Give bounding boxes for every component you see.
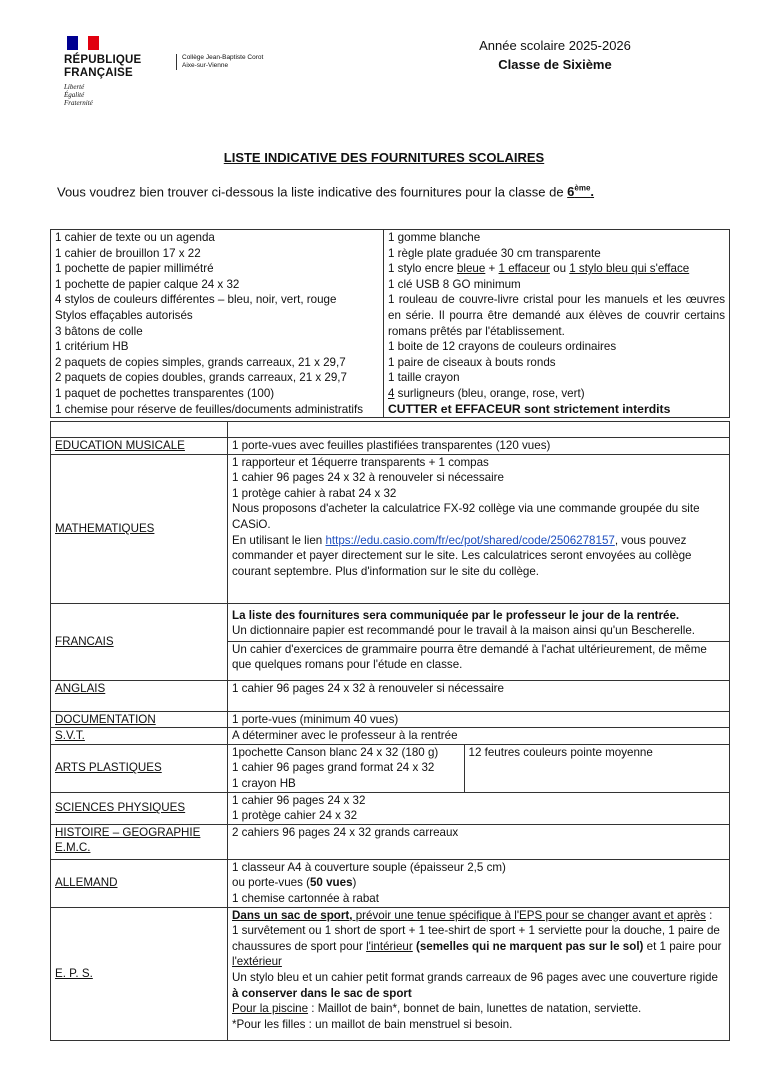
maths-item: 1 rapporteur et 1équerre transparents + 1 compas xyxy=(232,455,489,469)
pen-blue: bleue xyxy=(456,262,486,276)
francais-announcement: La liste des fournitures sera communiquée par le professeur le jour de la rentrée. xyxy=(232,608,680,622)
table-row xyxy=(51,454,730,603)
eps-clothing-list: 1 survêtement ou 1 short de sport + 1 tee-shirt de sport + 1 serviette pour la douche, 1 paire de chaussures de sport pour xyxy=(232,924,720,953)
table-row xyxy=(51,680,730,711)
subject-supplies-anglais: 1 cahier 96 pages 24 x 32 à renouveler si nécessaire xyxy=(228,680,730,711)
physique-item: 1 protège cahier 24 x 32 xyxy=(232,809,358,823)
general-supplies-left xyxy=(51,230,384,418)
maths-item: 1 protège cahier à rabat 24 x 32 xyxy=(232,486,397,500)
supply-item: 1 règle plate graduée 30 cm transparente xyxy=(388,246,601,260)
document-title: LISTE INDICATIVE DES FOURNITURES SCOLAIRES xyxy=(223,150,545,165)
eps-notebook xyxy=(232,970,725,1001)
college-line-2: Aixe-sur-Vienne xyxy=(182,62,229,69)
casio-link[interactable]: https://edu.casio.com/fr/ec/pot/shared/code/2506278157 xyxy=(325,533,615,547)
allemand-or: ou porte-vues ( xyxy=(232,876,310,890)
arts-inner-table xyxy=(228,745,729,792)
republique-francaise-logo xyxy=(64,36,141,107)
intro-sentence: Vous voudrez bien trouver ci-dessous la liste indicative des fournitures pour la classe de xyxy=(57,184,568,200)
supply-item: Stylos effaçables autorisés xyxy=(55,308,193,322)
subject-supplies-arts xyxy=(228,744,730,792)
supply-item: 1 critérium HB xyxy=(55,340,129,354)
arts-item: 1pochette Canson blanc 24 x 32 (180 g) xyxy=(232,745,439,759)
table-row xyxy=(51,711,730,728)
supply-item-pen xyxy=(388,261,725,277)
subject-name-eps: E. P. S. xyxy=(51,907,228,1041)
supply-item: 1 gomme blanche xyxy=(388,231,481,244)
motto xyxy=(64,83,141,107)
republic-line-1: RÉPUBLIQUE xyxy=(64,54,142,66)
flag-stripe xyxy=(88,36,99,50)
maths-calculator-note: Nous proposons d'acheter la calculatrice FX-92 collège via une commande groupée du site CASiO. xyxy=(232,502,700,531)
francais-grammar: Un cahier d'exercices de grammaire pourra être demandé à l'achat ultérieurement, de même que quelques romans pour l'étude en classe. xyxy=(232,642,707,672)
intro-grade xyxy=(567,184,594,199)
supply-item: 1 boite de 12 crayons de couleurs ordinaires xyxy=(388,340,617,354)
table-row xyxy=(51,603,730,680)
allemand-50-vues: 50 vues xyxy=(309,876,353,890)
table-row xyxy=(228,641,729,673)
school-year: Année scolaire 2025-2026 xyxy=(479,38,631,53)
francais-inner-table xyxy=(228,604,729,673)
subject-supplies-physique xyxy=(228,792,730,824)
arts-item: 1 crayon HB xyxy=(232,776,296,790)
subjects-table xyxy=(50,421,730,1041)
table-row xyxy=(228,745,729,792)
pen-text: 1 stylo encre xyxy=(388,262,457,276)
subject-supplies-francais xyxy=(228,603,730,680)
eps-clothing xyxy=(232,923,725,970)
francais-cell-1 xyxy=(228,604,729,642)
supply-item: 1 cahier de texte ou un agenda xyxy=(55,231,215,244)
eps-girls-note: *Pour les filles : un maillot de bain menstruel si besoin. xyxy=(232,1017,513,1031)
eps-colon: : xyxy=(705,908,713,922)
eps-intro xyxy=(232,908,725,924)
eps-keep-in-bag: à conserver dans le sac de sport xyxy=(232,986,412,1000)
spacer-cell xyxy=(228,422,730,438)
flag-stripe xyxy=(67,36,78,50)
subject-name-svt: S.V.T. xyxy=(51,728,228,745)
arts-left xyxy=(228,745,464,792)
pen-erasable: 1 stylo bleu qui s'efface xyxy=(569,262,690,276)
table-row xyxy=(51,422,730,438)
francais-dictionary: Un dictionnaire papier est recommandé pour le travail à la maison ainsi qu'un Bescherelle. xyxy=(232,624,695,638)
francais-cell-2 xyxy=(228,641,729,673)
allemand-paren: ) xyxy=(352,876,357,890)
maths-link-intro: En utilisant le lien xyxy=(232,533,326,547)
class-level: Classe de Sixième xyxy=(498,57,612,72)
supply-item: 3 bâtons de colle xyxy=(55,324,143,338)
supply-item: 2 paquets de copies simples, grands carreaux, 21 x 29,7 xyxy=(55,355,346,369)
republic-line-2: FRANÇAISE xyxy=(64,66,133,79)
subject-name-musique: EDUCATION MUSICALE xyxy=(51,438,228,455)
college-name xyxy=(176,54,263,70)
subject-supplies-histoire: 2 cahiers 96 pages 24 x 32 grands carreaux xyxy=(228,824,730,859)
table-row xyxy=(51,744,730,792)
flag-stripe xyxy=(78,36,89,50)
table-row xyxy=(51,859,730,907)
eps-pool-label: Pour la piscine xyxy=(232,1002,309,1016)
arts-item: 12 feutres couleurs pointe moyenne xyxy=(468,745,653,759)
motto-fraternite: Fraternité xyxy=(64,99,93,107)
subject-name-physique: SCIENCES PHYSIQUES xyxy=(51,792,228,824)
grade-number: 6 xyxy=(567,184,575,200)
table-row xyxy=(51,438,730,455)
pen-or: ou xyxy=(549,262,570,276)
subject-name-allemand: ALLEMAND xyxy=(51,859,228,907)
subject-supplies-documentation: 1 porte-vues (minimum 40 vues) xyxy=(228,711,730,728)
subject-supplies-svt: A déterminer avec le professeur à la rentrée xyxy=(228,728,730,745)
supply-item: 2 paquets de copies doubles, grands carreaux, 21 x 29,7 xyxy=(55,371,347,385)
table-row xyxy=(228,604,729,642)
grade-dot: . xyxy=(590,184,595,200)
maths-link-after: , vous pouvez commander et payer directement sur le site. Les calculatrices seront envoyées au collège courant septembre. Plus d'information sur le site du collège. xyxy=(232,533,692,578)
allemand-item: 1 chemise cartonnée à rabat xyxy=(232,891,379,905)
supply-item: 4 stylos de couleurs différentes – bleu, noir, vert, rouge xyxy=(55,293,337,307)
eps-notebook-text: Un stylo bleu et un cahier petit format grands carreaux de 96 pages avec une couverture rigide xyxy=(232,970,718,984)
supply-item: 1 paquet de pochettes transparentes (100) xyxy=(55,386,275,400)
eps-pool xyxy=(232,1001,725,1017)
pen-plus: + xyxy=(485,262,499,276)
french-flag-icon xyxy=(67,36,99,50)
highlighter-text: surligneurs (bleu, orange, rose, vert) xyxy=(394,386,585,400)
supply-item-book-cover: 1 rouleau de couvre-livre cristal pour les manuels et les œuvres en série. Il pourra être demandé aux élèves de couvrir certains romans prêtés par l'établissement. xyxy=(388,293,725,338)
highlighter-count: 4 xyxy=(388,386,395,400)
supply-item-highlighters xyxy=(388,386,725,402)
republique-francaise-text xyxy=(64,54,141,79)
table-row xyxy=(51,728,730,745)
allemand-item xyxy=(232,875,725,891)
eps-outfit: prévoir une tenue spécifique à l'EPS pour se changer avant et après xyxy=(352,908,706,922)
general-supplies-right xyxy=(384,230,730,418)
subject-name-arts: ARTS PLASTIQUES xyxy=(51,744,228,792)
supply-item: 1 clé USB 8 GO minimum xyxy=(388,277,521,291)
eps-pool-items: : Maillot de bain*, bonnet de bain, lunettes de natation, serviette. xyxy=(308,1002,642,1016)
supply-item: 1 paire de ciseaux à bouts ronds xyxy=(388,355,556,369)
physique-item: 1 cahier 96 pages 24 x 32 xyxy=(232,793,366,807)
grade-sup: ème xyxy=(574,184,591,193)
supply-item: 1 cahier de brouillon 17 x 22 xyxy=(55,246,201,260)
subject-name-anglais: ANGLAIS xyxy=(51,680,228,711)
table-row xyxy=(51,792,730,824)
subject-name-histoire: HISTOIRE – GEOGRAPHIE E.M.C. xyxy=(51,824,228,859)
table-row xyxy=(51,907,730,1041)
eps-outdoor: l'extérieur xyxy=(232,955,282,969)
eps-and-pair: et 1 paire pour xyxy=(643,939,722,953)
intro-text xyxy=(57,184,594,199)
subject-supplies-musique: 1 porte-vues avec feuilles plastifiées transparentes (120 vues) xyxy=(228,438,730,455)
allemand-item: 1 classeur A4 à couverture souple (épaisseur 2,5 cm) xyxy=(232,860,506,874)
arts-item: 1 cahier 96 pages grand format 24 x 32 xyxy=(232,761,435,775)
subject-name-documentation: DOCUMENTATION xyxy=(51,711,228,728)
supply-item: 1 pochette de papier calque 24 x 32 xyxy=(55,277,240,291)
subject-supplies-maths xyxy=(228,454,730,603)
forbidden-items: CUTTER et EFFACEUR sont strictement interdits xyxy=(388,401,671,416)
supply-item: 1 taille crayon xyxy=(388,371,460,385)
eps-indoor: l'intérieur xyxy=(366,939,413,953)
college-line-1: Collège Jean-Baptiste Corot xyxy=(182,54,264,61)
subject-supplies-eps xyxy=(228,907,730,1041)
pen-eraser: 1 effaceur xyxy=(498,262,550,276)
general-supplies-table xyxy=(50,229,730,418)
eps-bag: Dans un sac de sport, xyxy=(232,908,353,922)
supply-item: 1 chemise pour réserve de feuilles/documents administratifs xyxy=(55,402,364,416)
arts-right xyxy=(464,745,729,792)
subject-name-maths: MATHEMATIQUES xyxy=(51,454,228,603)
motto-liberte: Liberté xyxy=(64,83,85,91)
supply-item: 1 pochette de papier millimétré xyxy=(55,262,214,276)
motto-egalite: Égalité xyxy=(64,91,85,99)
spacer-cell xyxy=(51,422,228,438)
eps-soles: (semelles qui ne marquent pas sur le sol) xyxy=(415,939,644,953)
maths-link-note xyxy=(232,533,725,580)
table-row xyxy=(51,824,730,859)
subject-supplies-allemand xyxy=(228,859,730,907)
maths-item: 1 cahier 96 pages 24 x 32 à renouveler si nécessaire xyxy=(232,471,504,485)
subject-name-francais: FRANCAIS xyxy=(51,603,228,680)
